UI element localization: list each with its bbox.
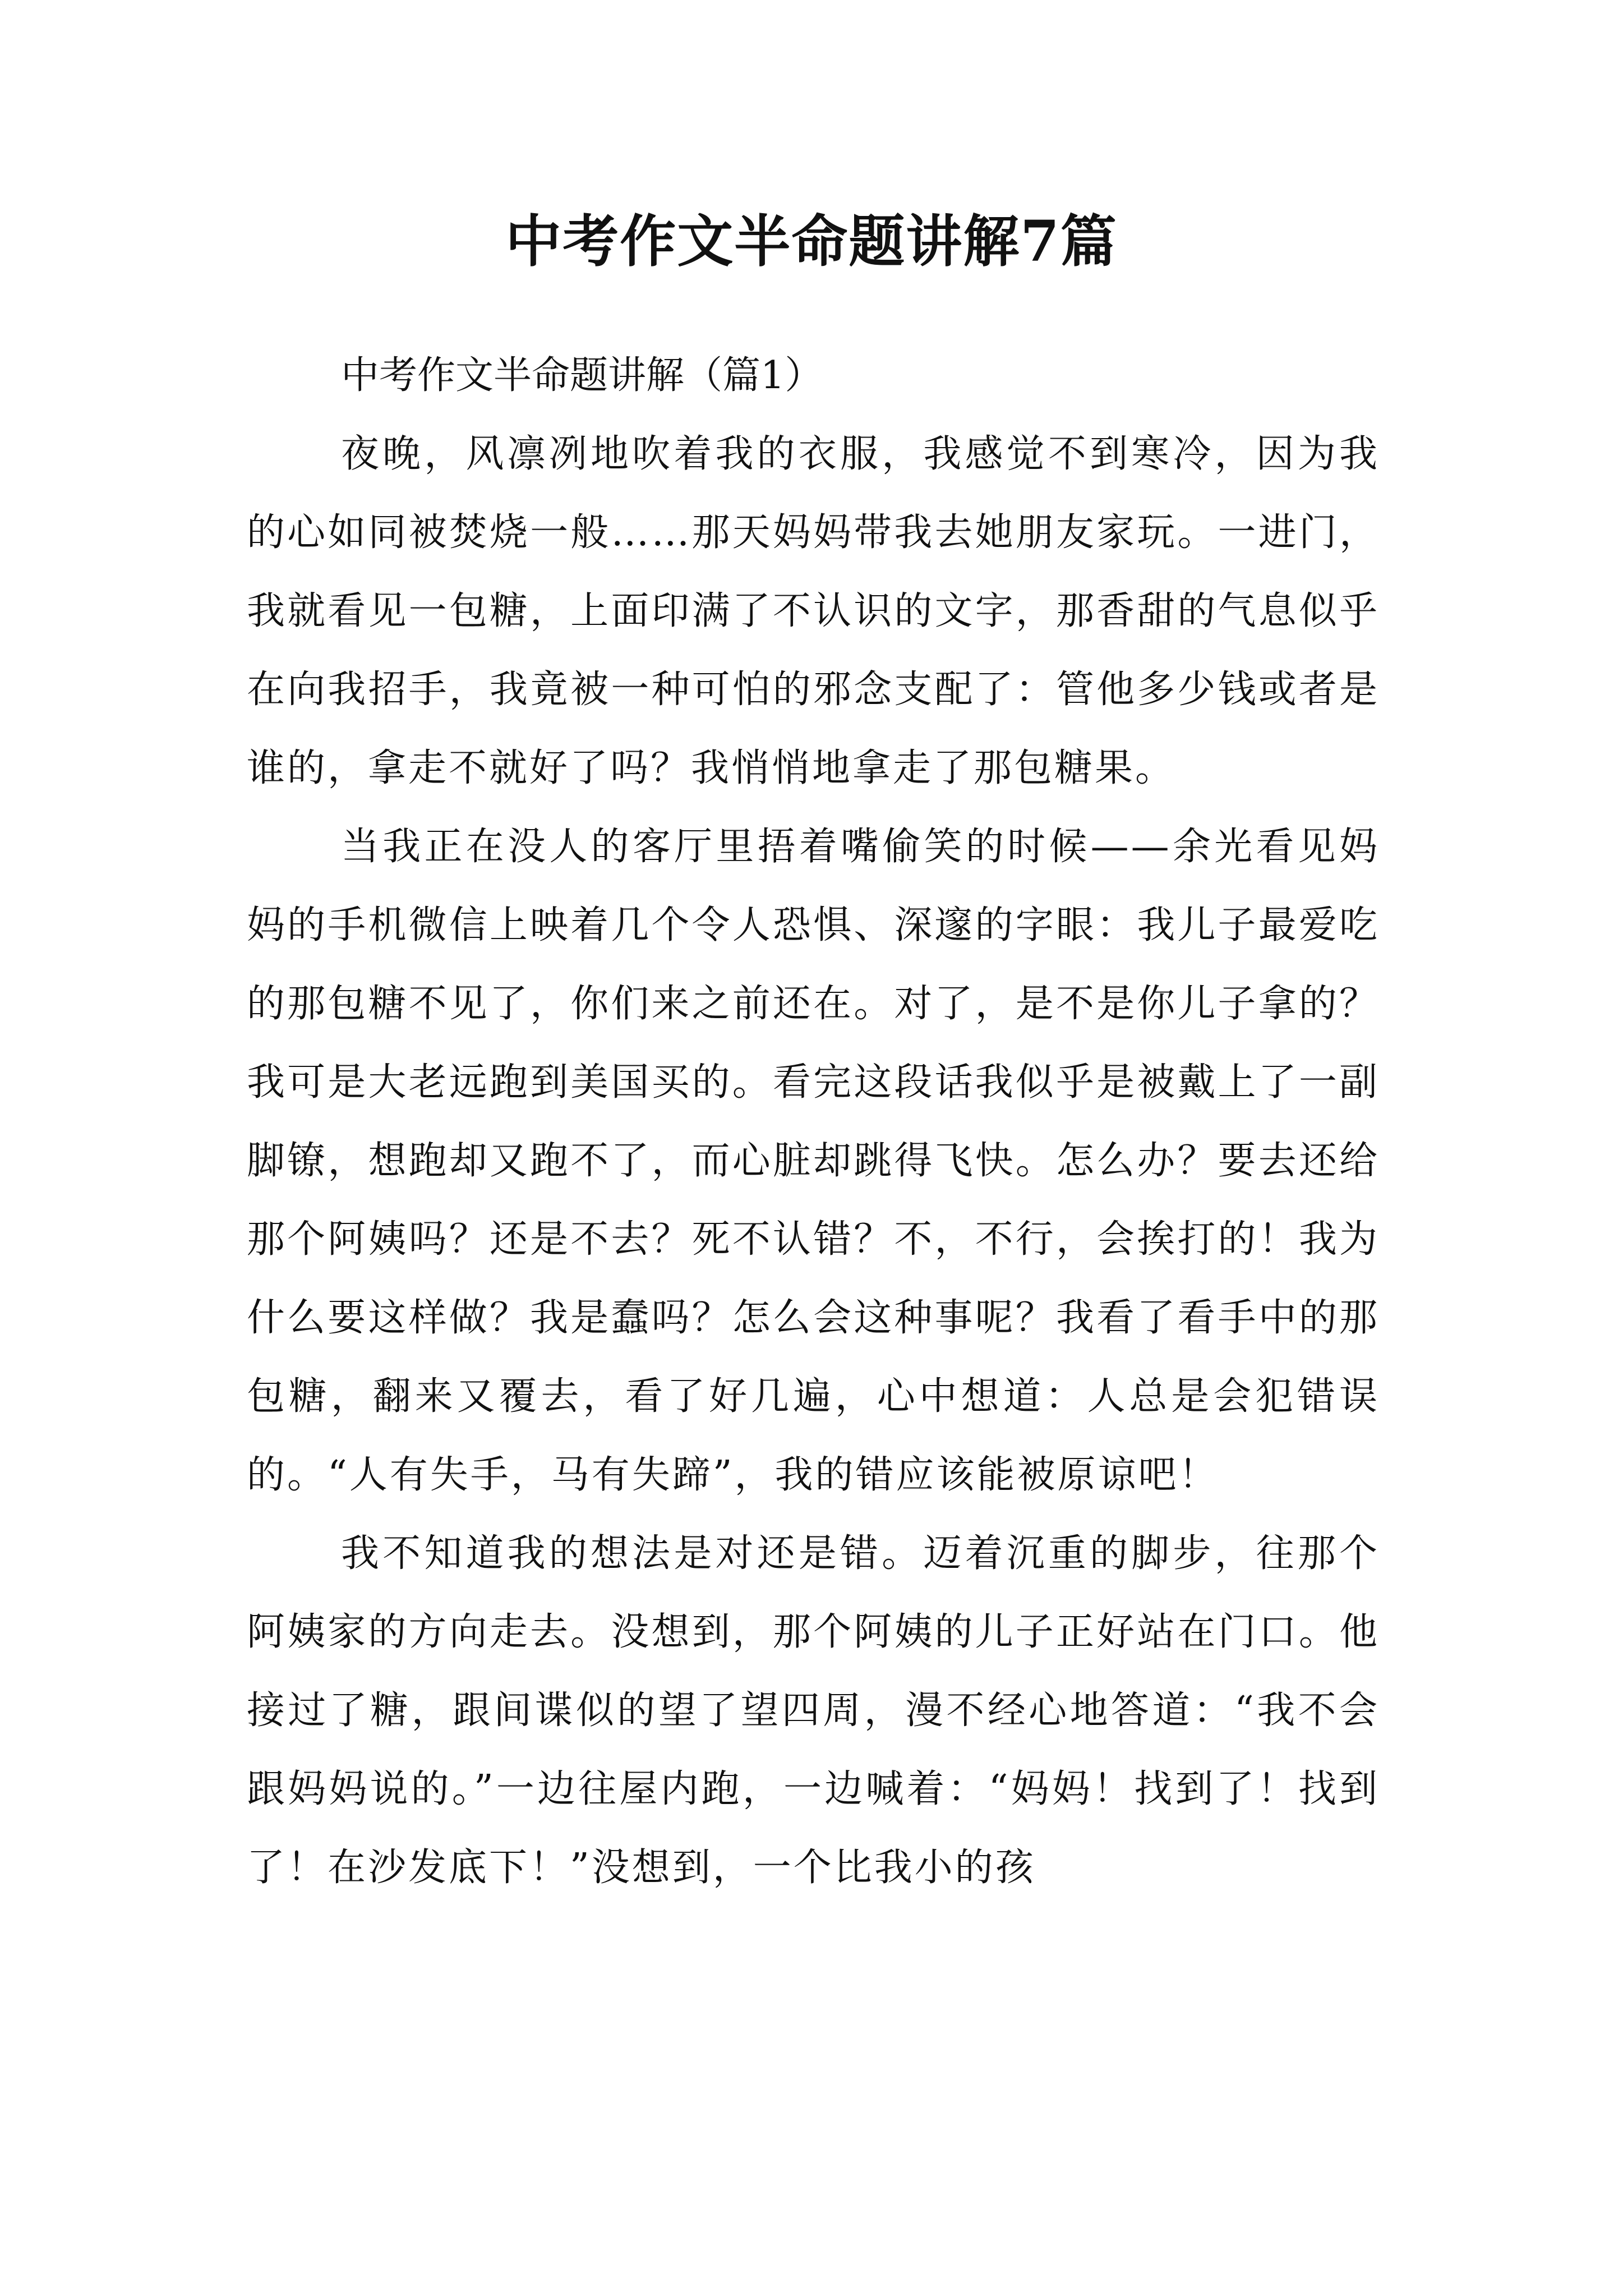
paragraph: 夜晚，风凛冽地吹着我的衣服，我感觉不到寒冷，因为我的心如同被焚烧一般……那天妈妈带我去她朋友家玩。一进门，我就看见一包糖，上面印满了不认识的文字，那香甜的气息似乎在向我招手，我竟被一种可怕的邪念支配了：管他多少钱或者是谁的，拿走不就好了吗？我悄悄地拿走了那包糖果。 (247, 432, 1380, 790)
paragraph: 我不知道我的想法是对还是错。迈着沉重的脚步，往那个阿姨家的方向走去。没想到，那个阿姨的儿子正好站在门口。他接过了糖，跟间谍似的望了望四周，漫不经心地答道：“我不会跟妈妈说的。”一边往屋内跑，一边喊着：“妈妈！找到了！找到了！在沙发底下！”没想到，一个比我小的孩 (247, 1531, 1380, 1890)
section-heading: 中考作文半命题讲解（篇1） (341, 353, 823, 398)
document-title: 中考作文半命题讲解7篇 (505, 208, 1118, 274)
document-body (247, 337, 1380, 1907)
paragraph: 当我正在没人的客厅里捂着嘴偷笑的时候——余光看见妈妈的手机微信上映着几个令人恐惧、深邃的字眼：我儿子最爱吃的那包糖不见了，你们来之前还在。对了，是不是你儿子拿的？我可是大老远跑到美国买的。看完这段话我似乎是被戴上了一副脚镣，想跑却又跑不了，而心脏却跳得飞快。怎么办？要去还给那个阿姨吗？还是不去？死不认错？不，不行，会挨打的！我为什么要这样做？我是蠢吗？怎么会这种事呢？我看了看手中的那包糖，翻来又覆去，看了好几遍，心中想道：人总是会犯错误的。“人有失手，马有失蹄”，我的错应该能被原谅吧！ (247, 825, 1380, 1497)
